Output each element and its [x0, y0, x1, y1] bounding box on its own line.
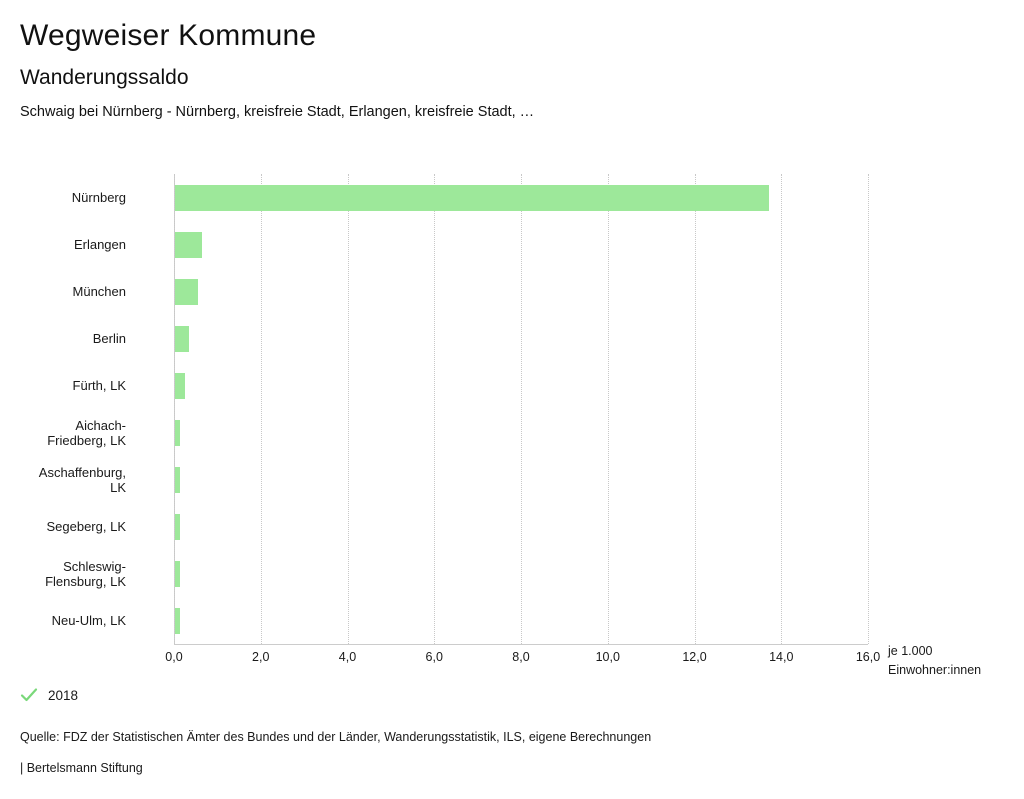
bar-row: [174, 362, 868, 409]
bar-rows: [174, 174, 868, 644]
source-note: Quelle: FDZ der Statistischen Ämter des Bundes und der Länder, Wanderungsstatistik, ILS, eigene Berechnungen: [20, 730, 652, 744]
header: [0, 0, 1024, 122]
category-label: Schleswig- Flensburg, LK: [45, 558, 126, 589]
bar[interactable]: [175, 514, 180, 540]
chart-subtitle: Schwaig bei Nürnberg - Nürnberg, kreisfreie Stadt, Erlangen, kreisfreie Stadt, …: [20, 104, 535, 120]
bar[interactable]: [175, 373, 185, 399]
x-axis-unit-label: [888, 642, 1008, 680]
bar-row: [174, 268, 868, 315]
legend-item-label: 2018: [48, 687, 79, 703]
category-label: Nürnberg: [71, 190, 126, 205]
category-label: München: [72, 284, 126, 299]
bar[interactable]: [175, 467, 180, 493]
bar-row: [174, 221, 868, 268]
category-axis-labels: [0, 174, 160, 644]
x-axis-tick-label: 12,0: [682, 650, 707, 664]
publisher-note: | Bertelsmann Stiftung: [20, 761, 143, 775]
bar-row: [174, 597, 868, 644]
category-label: Aschaffenburg, LK: [38, 464, 126, 495]
chart-area: [0, 144, 1024, 677]
x-axis-tick-label: 8,0: [512, 650, 530, 664]
unit-line-2: Einwohner:innen: [888, 663, 982, 677]
bar[interactable]: [175, 326, 189, 352]
bar[interactable]: [175, 420, 180, 446]
bar[interactable]: [175, 561, 180, 587]
category-label: Erlangen: [73, 237, 126, 252]
x-axis-line: [174, 644, 868, 645]
chart-title: Wanderungssaldo: [20, 66, 189, 89]
check-icon[interactable]: [20, 686, 38, 704]
x-axis-tick-label: 16,0: [855, 650, 881, 664]
legend[interactable]: [20, 686, 78, 704]
category-label: Neu-Ulm, LK: [51, 613, 126, 628]
x-axis-tick-label: 10,0: [595, 650, 620, 664]
gridline: [868, 174, 869, 644]
category-label: Berlin: [92, 331, 126, 346]
bar-row: [174, 550, 868, 597]
x-axis-tick-label: 0,0: [165, 650, 183, 664]
plot-area: [174, 174, 868, 644]
bar[interactable]: [175, 232, 202, 258]
category-label: Fürth, LK: [72, 378, 126, 393]
bar-row: [174, 503, 868, 550]
bar-row: [174, 409, 868, 456]
x-axis-tick-labels: [165, 650, 934, 670]
bar[interactable]: [175, 279, 198, 305]
x-axis-tick-label: 6,0: [425, 650, 443, 664]
category-label: Aichach- Friedberg, LK: [47, 417, 126, 448]
page-title: Wegweiser Kommune: [20, 19, 317, 52]
unit-line-1: je 1.000: [888, 644, 933, 658]
category-label: Segeberg, LK: [46, 519, 126, 534]
x-axis-tick-label: 14,0: [769, 650, 794, 664]
bar-row: [174, 315, 868, 362]
bar-row: [174, 174, 868, 221]
bar[interactable]: [175, 185, 769, 211]
bar[interactable]: [175, 608, 180, 634]
x-axis-tick-label: 2,0: [252, 650, 270, 664]
bar-row: [174, 456, 868, 503]
x-axis-tick-label: 4,0: [338, 650, 357, 664]
